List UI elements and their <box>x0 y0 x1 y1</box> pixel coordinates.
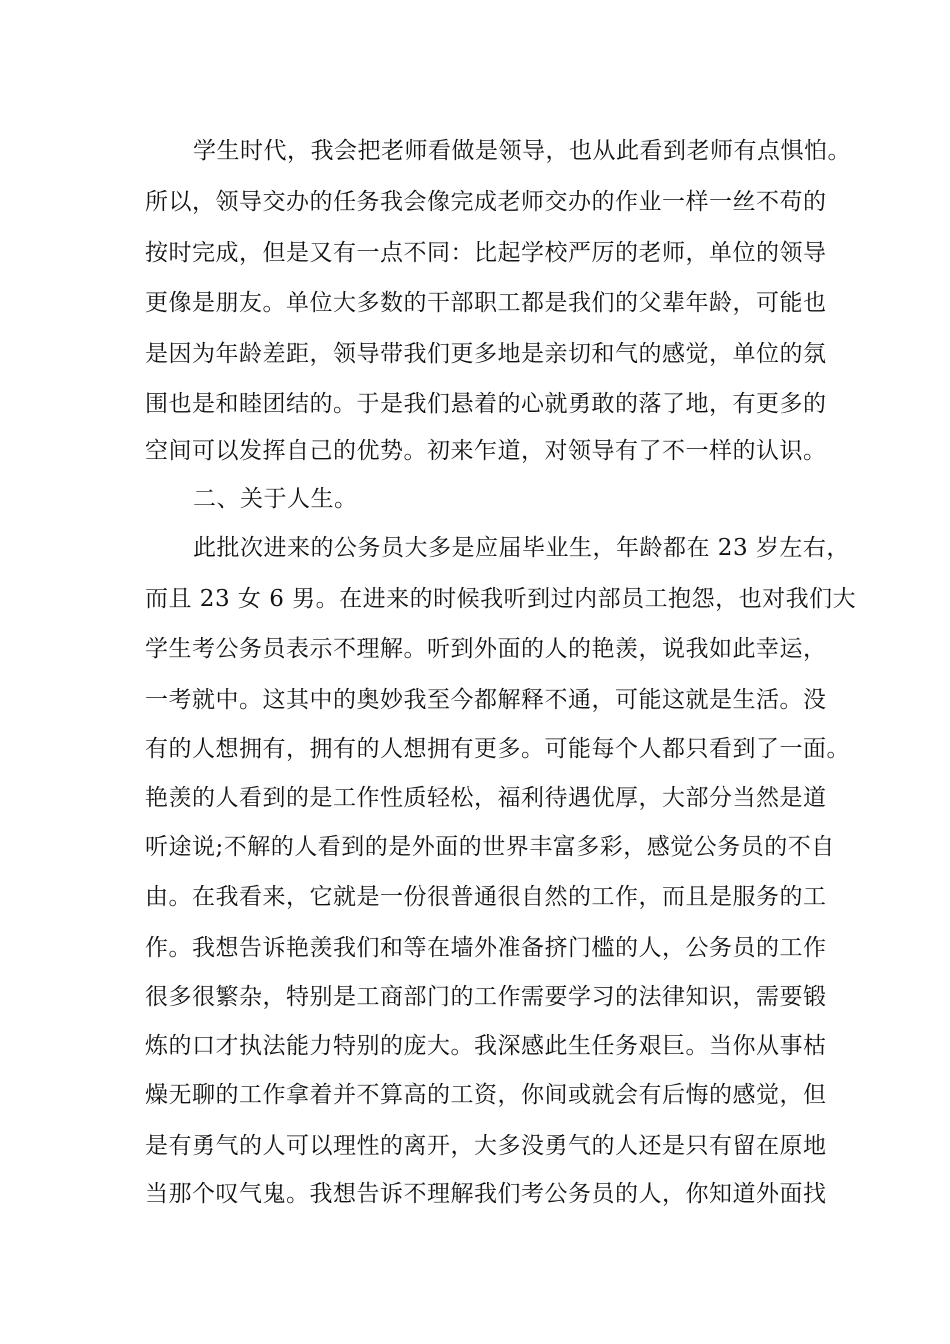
section-heading: 二、关于人生。 <box>193 486 358 512</box>
text-line-15: 听途说;不解的人看到的是外面的世界丰富多彩，感觉公务员的不自 <box>145 834 835 860</box>
text-line-9: 此批次进来的公务员大多是应届毕业生，年龄都在 23 岁左右， <box>193 535 850 561</box>
text-line-7: 空间可以发挥自己的优势。初来乍道，对领导有了不一样的认识。 <box>145 438 827 464</box>
text-line-1: 学生时代，我会把老师看做是领导，也从此看到老师有点惧怕。 <box>193 138 851 164</box>
text-line-14: 艳羡的人看到的是工作性质轻松，福利待遇优厚，大部分当然是道 <box>145 785 827 811</box>
text-line-19: 炼的口才执法能力特别的庞大。我深感此生任务艰巨。当你从事枯 <box>145 1033 827 1059</box>
text-line-6: 围也是和睦团结的。于是我们悬着的心就勇敢的落了地，有更多的 <box>145 391 827 417</box>
text-line-18: 很多很繁杂，特别是工商部门的工作需要学习的法律知识，需要锻 <box>145 984 827 1010</box>
text-line-20: 燥无聊的工作拿着并不算高的工资，你间或就会有后悔的感觉，但 <box>145 1082 827 1108</box>
text-line-16: 由。在我看来，它就是一份很普通很自然的工作，而且是服务的工 <box>145 884 827 910</box>
text-line-2: 所以，领导交办的任务我会像完成老师交办的作业一样一丝不苟的 <box>145 189 827 215</box>
text-line-13: 有的人想拥有，拥有的人想拥有更多。可能每个人都只看到了一面。 <box>145 736 850 762</box>
text-line-22: 当那个叹气鬼。我想告诉不理解我们考公务员的人，你知道外面找 <box>145 1181 827 1207</box>
text-line-17: 作。我想告诉艳羡我们和等在墙外准备挤门槛的人，公务员的工作 <box>145 935 827 961</box>
text-line-10: 而且 23 女 6 男。在进来的时候我听到过内部员工抱怨，也对我们大 <box>145 586 857 612</box>
text-line-5: 是因为年龄差距，领导带我们更多地是亲切和气的感觉，单位的氛 <box>145 341 827 367</box>
text-line-12: 一考就中。这其中的奥妙我至今都解释不通，可能这就是生活。没 <box>145 687 827 713</box>
text-line-4: 更像是朋友。单位大多数的干部职工都是我们的父辈年龄，可能也 <box>145 290 827 316</box>
text-line-3: 按时完成，但是又有一点不同：比起学校严厉的老师，单位的领导 <box>145 240 827 266</box>
text-line-11: 学生考公务员表示不理解。听到外面的人的艳羡，说我如此幸运， <box>145 636 827 662</box>
text-line-21: 是有勇气的人可以理性的离开，大多没勇气的人还是只有留在原地 <box>145 1133 827 1159</box>
